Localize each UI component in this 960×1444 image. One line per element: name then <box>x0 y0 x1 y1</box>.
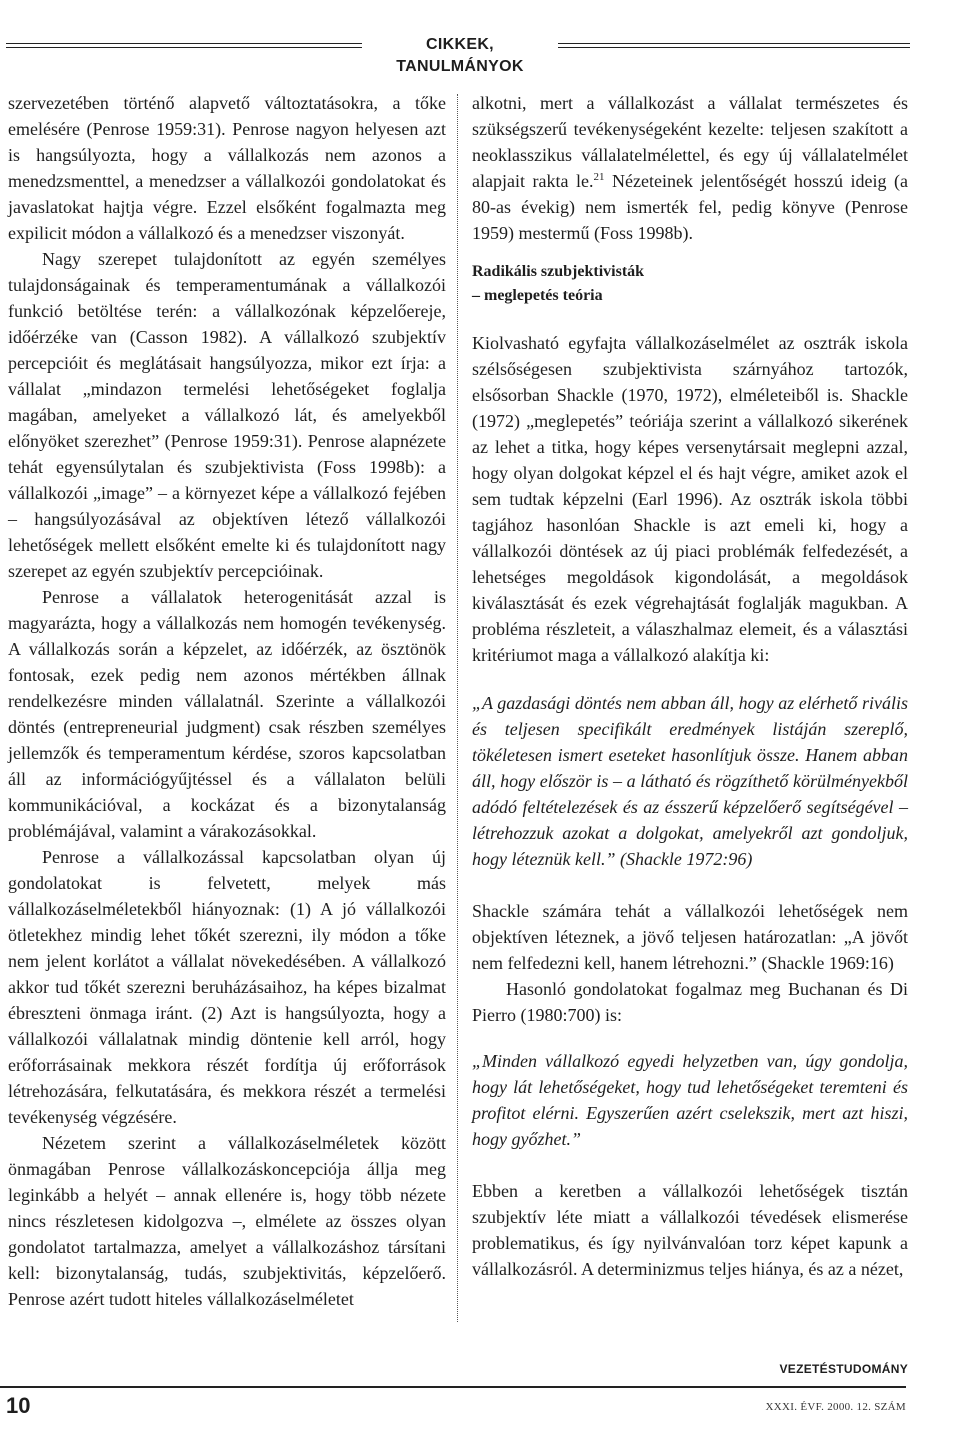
section-title: CIKKEK, TANULMÁNYOK <box>396 36 524 75</box>
right-column <box>472 90 908 1282</box>
paragraph: Nagy szerepet tulajdonított az egyén személyes tulajdonságainak és temperamentumának a vállalkozói funkció betöltése terén: a vállalkozónak képzelőereje, időérzéke van (Casson 1982). A vállalkozó szubjektív percepcióit és meglátásait hangsúlyozza, mikor ezt írja: a vállalat „mindazon termelési lehetőségeket foglalja magában, amelyeket a vállalkozó lát, és amelyekből előnyöket szerezhet” (Penrose 1959:31). Penrose alapnézete tehát egyensúlytalan és szubjektivista (Foss 1998b): a vállalkozói „image” – a környezet képe a vállalkozó fejében – hangsúlyozásával az objektíven létező vállalkozói lehetőségek mellett elsőként emelte ki és tulajdonított nagy szerepet az egyén szubjektív percepcióinak. <box>8 249 446 581</box>
footnote-ref: 21 <box>593 171 605 183</box>
paragraph-text: Nézeteinek jelentőségét hosszú ideig (a 80-as évekig) nem ismerték fel, pedig könyve (Penrose 1959) mestermű (Foss 1998b). <box>472 171 909 243</box>
column-divider <box>457 94 458 1322</box>
paragraph: szervezetében történő alapvető változtatásokra, a tőke emelésére (Penrose 1959:31). Penrose nagyon helyesen azt is hangsúlyozta, hogy a vállalkozás nem azonos a menedzsmenttel, a menedzser a vállalkozói gondolatokat és javaslatokat hajtja végre. Ezzel elsőként fogalmazta meg expilicit módon a vállalkozó és a menedzser viszonyát. <box>8 93 446 243</box>
paragraph <box>472 90 908 246</box>
header-rule-left <box>6 43 362 48</box>
heading-line: Radikális szubjektivisták <box>472 263 645 280</box>
paragraph: Penrose a vállalkozással kapcsolatban olyan új gondolatokat is felvetett, melyek más vállalkozáselméletekből hiányoznak: (1) A jó vállalkozói ötletekhez mindig lehet tőkét szerezni, ily módon a tőke nem jelent korlátot a vállalat növekedésében. A vállalkozó akkor tud tőkét szerezni beruházásaihoz, ha képes bizalmat ébreszteni önmaga iránt. (2) Azt is hangsúlyozta, hogy a vállalkozói vállalatnak mindig döntenie kell arról, hogy erőforrásainak mekkora részét fordítja új erőforrások létrehozására, felkutatására, és mekkora részét a termelési tevékenység végzésére. <box>8 847 446 1127</box>
paragraph-text: alkotni, mert a vállalkozást a vállalat természetes és szükségszerű tevékenységeként kezelte: teljesen szakított a neoklasszikus vállalatelmélettel, és egy új vállalatelmélet alapjait rakta le. <box>472 93 908 191</box>
paragraph: Nézetem szerint a vállalkozáselméletek között önmagában Penrose vállalkozáskoncepciója állja meg leginkább a helyét – annak ellenére is, hogy több nézete nincs részletesen kidolgozva –, elmélete az összes olyan gondolatot tartalmazza, amelyet a vállalkozáshoz társítani kell: bizonytalanság, tudás, szubjektivitás, képzelőerő. Penrose azért tudott hiteles vállalkozáselméletet <box>8 1133 446 1309</box>
block-quote: „A gazdasági döntés nem abban áll, hogy az elérhető rivális és teljesen specifikált eredmények listáján szereplő, tökéletesen ismert eseteket hasonlítjuk össze. Hanem abban áll, hogy először is – a látható és rögzíthető körülményekből adódó feltételezések és az ésszerű képzelőerő segítségével – létrehozzuk azokat a dolgokat, amelyekről azt gondoljuk, hogy léteznük kell.” (Shackle 1972:96) <box>472 693 908 869</box>
paragraph: Ebben a keretben a vállalkozói lehetőségek tisztán szubjektív léte miatt a vállalkozói tévedések elismerése problematikus, és így nyilvánvalóan torz képet kapunk a vállalkozásról. A determinizmus teljes hiánya, és az a nézet, <box>472 1181 908 1279</box>
journal-title: VEZETÉSTUDOMÁNY <box>779 1362 908 1376</box>
issue-info: XXXI. ÉVF. 2000. 12. SZÁM <box>765 1401 906 1413</box>
paragraph: Kiolvasható egyfajta vállalkozáselmélet az osztrák iskola szélsőségesen szubjektivista szárnyához tartozók, elsősorban Shackle (1970, 1972), elméleteiből is. Shackle (1972) „meglepetés” teóriája szerint a vállalkozó sikerének az lehet a titka, hogy képes versenytársait meglepni azzal, hogy olyan dolgokat képzel el és hajt végre, amiket azok el sem tudtak képzelni (Earl 1996). Az osztrák iskola többi tagjához hasonlóan Shackle is azt emeli ki, hogy a vállalkozói döntések az új piaci problémák felfedezését, a lehetséges megoldások kigondolását, a megoldások kiválasztását és ezek végrehajtását foglalják magukban. A probléma részleteit, a válaszhalmaz elemeit, és a választási kritériumot maga a vállalkozó alakítja ki: <box>472 333 908 665</box>
header-rule-right <box>558 43 910 48</box>
section-heading <box>472 260 908 308</box>
left-column <box>8 90 446 1312</box>
footer-rule <box>0 1386 906 1388</box>
page-header <box>6 34 910 75</box>
paragraph: Hasonló gondolatokat fogalmaz meg Buchanan és Di Pierro (1980:700) is: <box>472 979 908 1025</box>
page-number: 10 <box>6 1393 31 1418</box>
heading-line: – meglepetés teória <box>472 287 603 304</box>
paragraph: Penrose a vállalatok heterogenitását azzal is magyarázta, hogy a vállalkozás nem homogén tevékenység. A vállalkozás során a képzelet, az időérzék, az ösztönök fontosak, ezek pedig nem azonos mértékben állnak rendelkezésre minden vállalatnál. Szerinte a vállalkozói döntés (entrepreneurial judgment) csak részben személyes jellemzők és temperamentum kérdése, szoros kapcsolatban áll az információgyűjtéssel és a vállalaton belüli kommunikációval, a kockázat és a bizonytalanság problémájával, valamint a várakozásokkal. <box>8 587 446 841</box>
paragraph: Shackle számára tehát a vállalkozói lehetőségek nem objektíven léteznek, a jövő teljesen határozatlan: „A jövőt nem felfedezni kell, hanem létrehozni.” (Shackle 1969:16) <box>472 901 908 973</box>
block-quote: „Minden vállalkozó egyedi helyzetben van, úgy gondolja, hogy lát lehetőségeket, hogy tud lehetőségeket teremteni és profitot elérni. Egyszerűen azért cselekszik, mert azt hiszi, hogy győzhet.” <box>472 1051 908 1149</box>
